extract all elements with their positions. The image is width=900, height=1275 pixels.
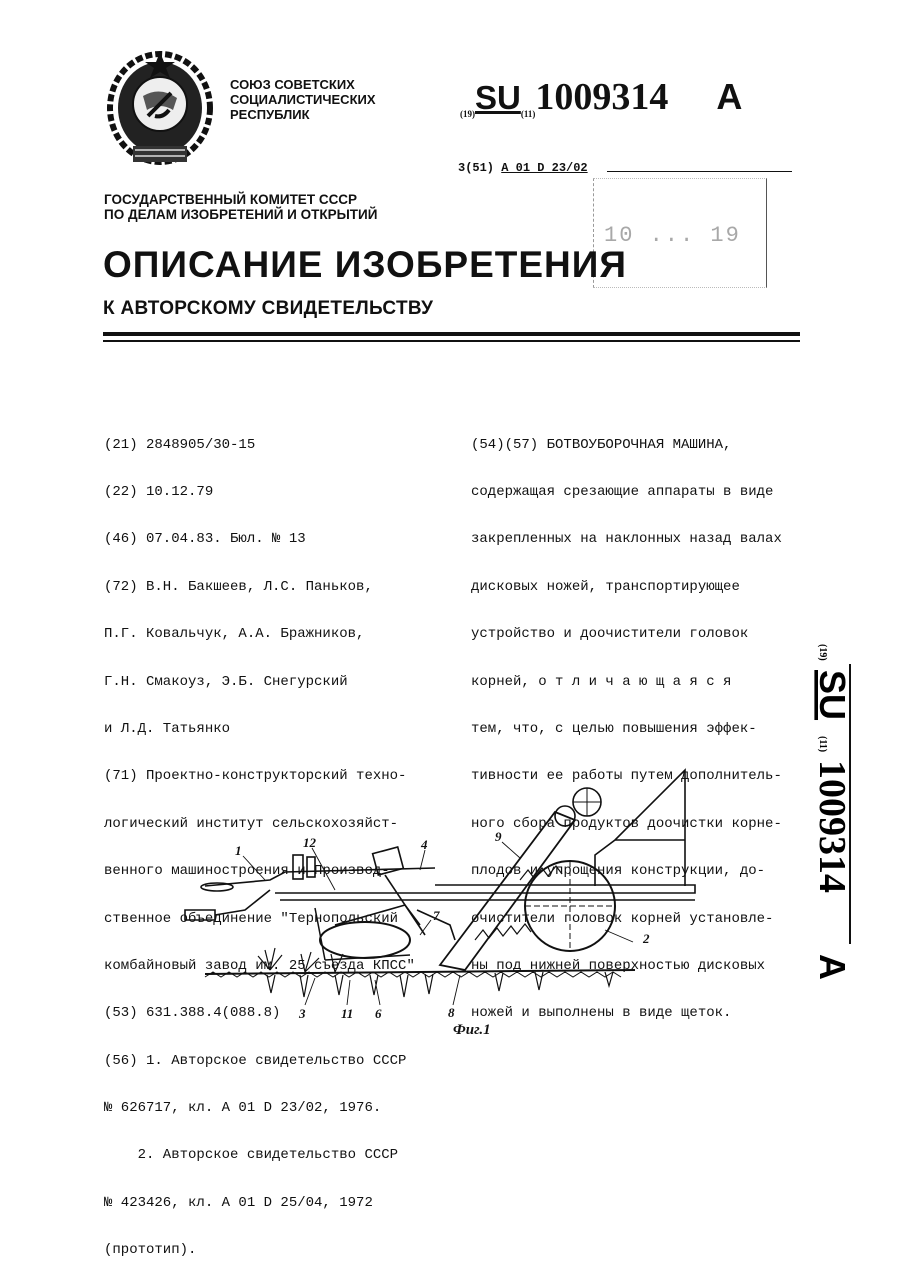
patent-number [460, 75, 742, 119]
biblio-line: П.Г. Ковальчук, А.А. Бражников, [104, 626, 365, 643]
code-11: (11) [520, 109, 536, 119]
biblio-line: (46) 07.04.83. Бюл. № 13 [104, 531, 306, 548]
abstract-line: устройство и доочистители головок [471, 626, 749, 643]
side-kind-code: A [812, 954, 853, 980]
abstract-line: плодов и упрощения конструкции, до- [471, 863, 766, 880]
biblio-line: (прототип). [104, 1242, 197, 1259]
divider [103, 340, 800, 342]
kind-code: A [716, 76, 743, 117]
abstract-line: содержащая срезающие аппараты в виде [471, 483, 774, 500]
label-6: 6 [375, 1006, 382, 1021]
biblio-line: венного машиностроения и Производ- [104, 863, 390, 880]
label-9: 9 [495, 829, 502, 844]
abstract-line: закрепленных на наклонных назад валах [471, 531, 782, 548]
abstract-line: (54)(57) БОТВОУБОРОЧНАЯ МАШИНА, [471, 436, 732, 453]
ipc-value: A 01 D 23/02 [501, 161, 588, 175]
biblio-line: логический институт сельскохозяйст- [104, 815, 399, 832]
union-name [230, 77, 376, 122]
abstract-line: ножей и выполнены в виде щеток. [471, 1005, 732, 1022]
biblio-line: (72) В.Н. Бакшеев, Л.С. Паньков, [104, 578, 373, 595]
machine-drawing [175, 760, 720, 1045]
label-4: 4 [421, 837, 428, 852]
side-patent-number [806, 644, 856, 994]
side-code-11: (11) [817, 736, 828, 753]
ipc-classification [458, 161, 588, 175]
union-line: СОЮЗ СОВЕТСКИХ [230, 77, 355, 92]
abstract-line: тивности ее работы путем дополнитель- [471, 768, 782, 785]
patent-number-value: 1009314 [535, 76, 669, 118]
ipc-code-label: 3(51) [458, 161, 495, 175]
biblio-line: и Л.Д. Татьянко [104, 720, 231, 737]
biblio-line: (53) 631.388.4(088.8) [104, 1005, 281, 1022]
biblio-line: (56) 1. Авторское свидетельство СССР [104, 1052, 407, 1069]
figure-caption: Фиг.1 [453, 1022, 491, 1038]
side-number-value: 1009314 [811, 760, 853, 893]
biblio-line: 2. Авторское свидетельство СССР [104, 1147, 399, 1164]
label-2: 2 [643, 931, 650, 946]
ipc-underline [607, 171, 792, 172]
committee-line: ПО ДЕЛАМ ИЗОБРЕТЕНИЙ И ОТКРЫТИЙ [104, 207, 378, 222]
biblio-line: Г.Н. Смакоуз, Э.Б. Снегурский [104, 673, 348, 690]
biblio-line: комбайновый завод им. 25 съезда КПСС" [104, 957, 415, 974]
biblio-line: № 423426, кл. A 01 D 25/04, 1972 [104, 1194, 373, 1211]
union-line: РЕСПУБЛИК [230, 107, 310, 122]
abstract-line: ного сбора продуктов доочистки корне- [471, 815, 782, 832]
label-1: 1 [235, 843, 242, 858]
stamp-text: 10 ... 19 [604, 223, 741, 248]
divider [103, 332, 800, 336]
abstract-line: дисковых ножей, транспортирующее [471, 578, 740, 595]
page-subtitle: К АВТОРСКОМУ СВИДЕТЕЛЬСТВУ [103, 298, 434, 319]
label-7: 7 [433, 908, 440, 923]
side-country-code: SU [812, 670, 853, 721]
biblio-line: (71) Проектно-конструкторский техно- [104, 768, 407, 785]
label-3: 3 [299, 1006, 306, 1021]
committee-line: ГОСУДАРСТВЕННЫЙ КОМИТЕТ СССР [104, 192, 358, 207]
label-11: 11 [341, 1006, 354, 1021]
country-code: SU [475, 79, 521, 116]
union-line: СОЦИАЛИСТИЧЕСКИХ [230, 92, 376, 107]
biblio-line: № 626717, кл. A 01 D 23/02, 1976. [104, 1100, 382, 1117]
abstract-line: корней, о т л и ч а ю щ а я с я [471, 673, 732, 690]
abstract-line: ны под нижней поверхностью дисковых [471, 957, 766, 974]
abstract-line: очистители головок корней установле- [471, 910, 774, 927]
ussr-state-emblem-icon [103, 48, 218, 170]
biblio-line: ственное объединение "Тернопольский [104, 910, 399, 927]
side-code-19: (19) [817, 644, 828, 661]
code-19: (19) [460, 109, 475, 119]
label-12: 12 [303, 835, 316, 850]
abstract-line: тем, что, с целью повышения эффек- [471, 720, 757, 737]
biblio-line: (21) 2848905/30-15 [104, 436, 256, 453]
label-8: 8 [448, 1005, 455, 1020]
page-title: ОПИСАНИЕ ИЗОБРЕТЕНИЯ [103, 244, 627, 285]
committee-name [104, 192, 377, 222]
biblio-line: (22) 10.12.79 [104, 483, 214, 500]
